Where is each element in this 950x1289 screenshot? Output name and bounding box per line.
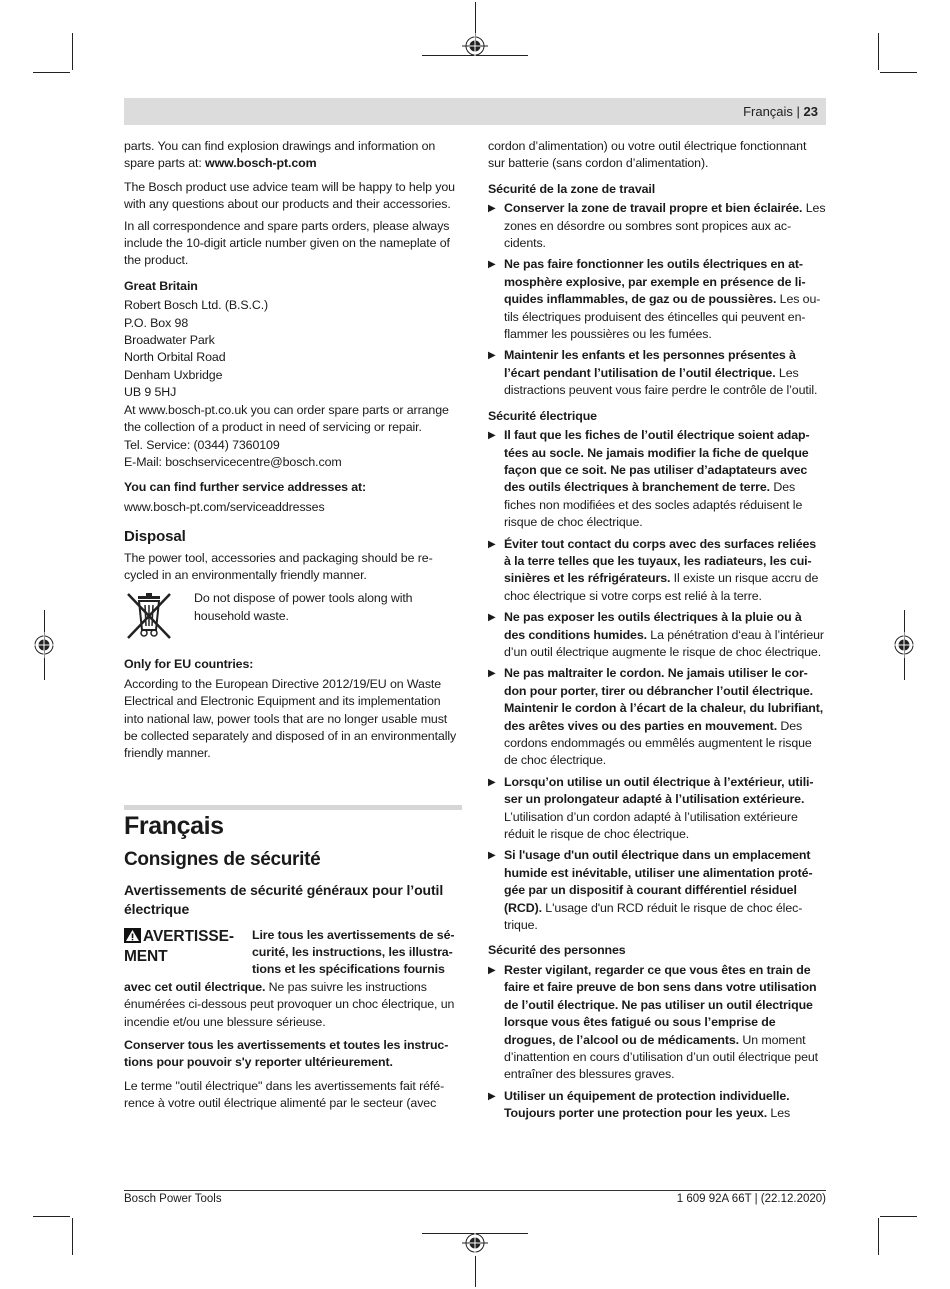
warning-label: AVERTISSEMENT <box>124 927 234 965</box>
warning-text: Lire tous les avertissements de sécurité, les instructions, les illustrations et les spécifications fournis <box>252 927 455 977</box>
address-line: Broadwater Park <box>124 333 215 348</box>
gb-address <box>124 297 462 471</box>
bullet-item: ▶ Ne pas maltraiter le cordon. Ne jamais utiliser le cordon pour porter, tirer ou débrancher l’outil électrique. Maintenir le cordon à l’écart de la chaleur, du lubrifiant, des arêtes vives ou des parties en mouvement. Des cordons endommagés ou emmêlés augmentent le risque de choc électrique. <box>488 665 826 769</box>
section-divider <box>124 805 462 810</box>
address-line: P.O. Box 98 <box>124 315 189 330</box>
crop-mark <box>475 1256 476 1287</box>
eu-paragraph: According to the European Directive 2012/19/EU on Waste Electrical and Electronic Equipment and its implementation into national law, power tools that are no longer usable must be collected separately and disposed of in an environmentally friendly manner. <box>124 676 457 761</box>
address-line: Tel. Service: (0344) 7360109 <box>124 437 280 452</box>
spare-parts-paragraph: parts. You can find explosion drawings and information on spare parts at: www.bosch-pt.com <box>124 139 436 171</box>
bullet-arrow-icon: ▶ <box>488 430 496 442</box>
waste-notice <box>124 590 462 642</box>
header-text <box>743 104 818 119</box>
disposal-heading: Disposal <box>124 528 186 546</box>
general-warnings-heading: Avertissements de sécurité généraux pour l’outil électrique <box>124 881 444 917</box>
electrical-safety-heading: Sécurité électrique <box>488 408 597 423</box>
crop-mark <box>33 1216 70 1217</box>
bullet-item: ▶ Si l'usage d'un outil électrique dans un emplacement humide est inévitable, utiliser une alimentation protégée par un dispositif à courant différentiel résiduel (RCD). L'usage d'un RCD réduit le risque de choc électrique. <box>488 847 826 934</box>
waste-text: Do not dispose of power tools along with household waste. <box>194 591 413 623</box>
disposal-paragraph: The power tool, accessories and packaging should be recycled in an environmentally friendly manner. <box>124 550 433 582</box>
address-line: Robert Bosch Ltd. (B.S.C.) <box>124 298 269 313</box>
gb-title: Great Britain <box>124 278 198 293</box>
bullet-item: ▶ Rester vigilant, regarder ce que vous êtes en train de faire et faire preuve de bon sens dans votre utilisation de l’outil électrique. Ne pas utiliser un outil électrique lorsque vous êtes fatigué ou sous l’emprise de drogues, de l’alcool ou de médicaments. Un moment d’inattention en cours d’utilisation d’un outil électrique peut entraîner des blessures graves. <box>488 962 826 1084</box>
crop-mark <box>878 33 879 70</box>
registration-mark-icon <box>891 632 917 658</box>
footer-brand: Bosch Power Tools <box>124 1193 222 1205</box>
bullet-arrow-icon: ▶ <box>488 612 496 624</box>
bullet-item: ▶ Lorsqu’on utilise un outil électrique à l’extérieur, utiliser un prolongateur adapté à l’utilisation extérieure. L’utilisation d’un cordon adapté à l’utilisation extérieure réduit le risque de choc électrique. <box>488 774 826 844</box>
bullet-arrow-icon: ▶ <box>488 203 496 215</box>
term-paragraph: Le terme "outil électrique" dans les avertissements fait référence à votre outil électrique alimenté par le secteur (avec <box>124 1078 445 1111</box>
crop-mark <box>880 1216 917 1217</box>
crop-mark <box>878 1218 879 1255</box>
header-separator: | <box>792 104 804 119</box>
bullet-arrow-icon: ▶ <box>488 1090 496 1102</box>
bullet-item: ▶ Ne pas faire fonctionner les outils électriques en atmosphère explosive, par exemple en présence de liquides inflammables, de gaz ou de poussières. Les outils électriques produisent des étincelles qui peuvent enflammer les poussières ou les fumées. <box>488 256 826 343</box>
crop-mark <box>72 33 73 70</box>
safety-heading: Consignes de sécurité <box>124 849 321 871</box>
crop-mark <box>72 1218 73 1255</box>
footer-doc-number: 1 609 92A 66T | (22.12.2020) <box>676 1193 826 1205</box>
bullet-item: ▶ Éviter tout contact du corps avec des surfaces reliées à la terre telles que les tuyaux, les radiateurs, les cuisinières et les réfrigérateurs. Il existe un risque accru de choc électrique si votre corps est relié à la terre. <box>488 536 826 606</box>
bullet-arrow-icon: ▶ <box>488 350 496 362</box>
language-heading: Français <box>124 811 224 840</box>
address-line: At www.bosch-pt.co.uk you can order spare parts or arrange the collection of a product in need of servicing or repair. <box>124 402 449 435</box>
keep-instructions: Conserver tous les avertissements et toutes les instructions pour pouvoir s'y reporter ultérieurement. <box>124 1038 449 1070</box>
registration-mark-icon <box>31 632 57 658</box>
address-line: Denham Uxbridge <box>124 367 223 382</box>
crop-mark <box>880 72 917 73</box>
work-area-heading: Sécurité de la zone de travail <box>488 181 656 196</box>
address-line: North Orbital Road <box>124 350 226 365</box>
warning-triangle-icon <box>124 928 141 943</box>
right-column <box>488 138 826 1127</box>
bullet-item: ▶ Il faut que les fiches de l’outil électrique soient adaptées au socle. Ne jamais modifier la fiche de quelque façon que ce soit. Ne pas utiliser d’adaptateurs avec des outils électriques à branchement de terre. Des fiches non modifiées et des socles adaptés réduisent le risque de choc électrique. <box>488 427 826 531</box>
warning-continuation: avec cet outil électrique. Ne pas suivre les instructions énumérées ci-dessous peut provoquer un choc électrique, un incendie et/ou une blessure sérieuse. <box>124 979 455 1029</box>
warning-block <box>124 927 462 979</box>
page-number: 23 <box>803 104 818 119</box>
footer-rule <box>124 1190 826 1191</box>
further-title: You can find further service addresses at: <box>124 480 367 495</box>
crop-mark <box>33 72 70 73</box>
left-column <box>124 138 462 1119</box>
crossed-bin-icon <box>124 590 176 642</box>
further-url: www.bosch-pt.com/serviceaddresses <box>124 499 325 514</box>
bullet-arrow-icon: ▶ <box>488 964 496 976</box>
header-language: Français <box>743 104 793 119</box>
bullet-item: ▶ Maintenir les enfants et les personnes présentes à l’écart pendant l’utilisation de l’outil électrique. Les distractions peuvent vous faire perdre le contrôle de l’outil. <box>488 347 826 399</box>
registration-mark-icon <box>462 33 488 59</box>
bullet-arrow-icon: ▶ <box>488 776 496 788</box>
eu-title: Only for EU countries: <box>124 657 254 672</box>
personal-safety-heading: Sécurité des personnes <box>488 943 626 958</box>
address-line: E-Mail: boschservicecentre@bosch.com <box>124 454 342 469</box>
bosch-url: www.bosch-pt.com <box>205 156 317 171</box>
continuation-paragraph: cordon d’alimentation) ou votre outil électrique fonctionnant sur batterie (sans cordon d’alimentation). <box>488 139 807 171</box>
bullet-item: ▶ Ne pas exposer les outils électriques à la pluie ou à des conditions humides. La pénétration d‘eau à l’intérieur d’un outil électrique augmente le risque de choc électrique. <box>488 609 826 661</box>
bullet-arrow-icon: ▶ <box>488 538 496 550</box>
bullet-item: ▶ Conserver la zone de travail propre et bien éclairée. Les zones en désordre ou sombres sont propices aux accidents. <box>488 200 826 252</box>
address-line: UB 9 5HJ <box>124 385 177 400</box>
advice-paragraph: The Bosch product use advice team will be happy to help you with any questions about our products and their accessories. <box>124 179 455 212</box>
bullet-arrow-icon: ▶ <box>488 668 496 680</box>
correspondence-paragraph: In all correspondence and spare parts orders, please always include the 10‑digit article number given on the nameplate of the product. <box>124 218 450 268</box>
page-header <box>124 98 826 125</box>
bullet-arrow-icon: ▶ <box>488 259 496 271</box>
registration-mark-icon <box>462 1230 488 1256</box>
bullet-arrow-icon: ▶ <box>488 850 496 862</box>
bullet-item: ▶ Utiliser un équipement de protection individuelle. Toujours porter une protection pour les yeux. Les <box>488 1088 826 1123</box>
